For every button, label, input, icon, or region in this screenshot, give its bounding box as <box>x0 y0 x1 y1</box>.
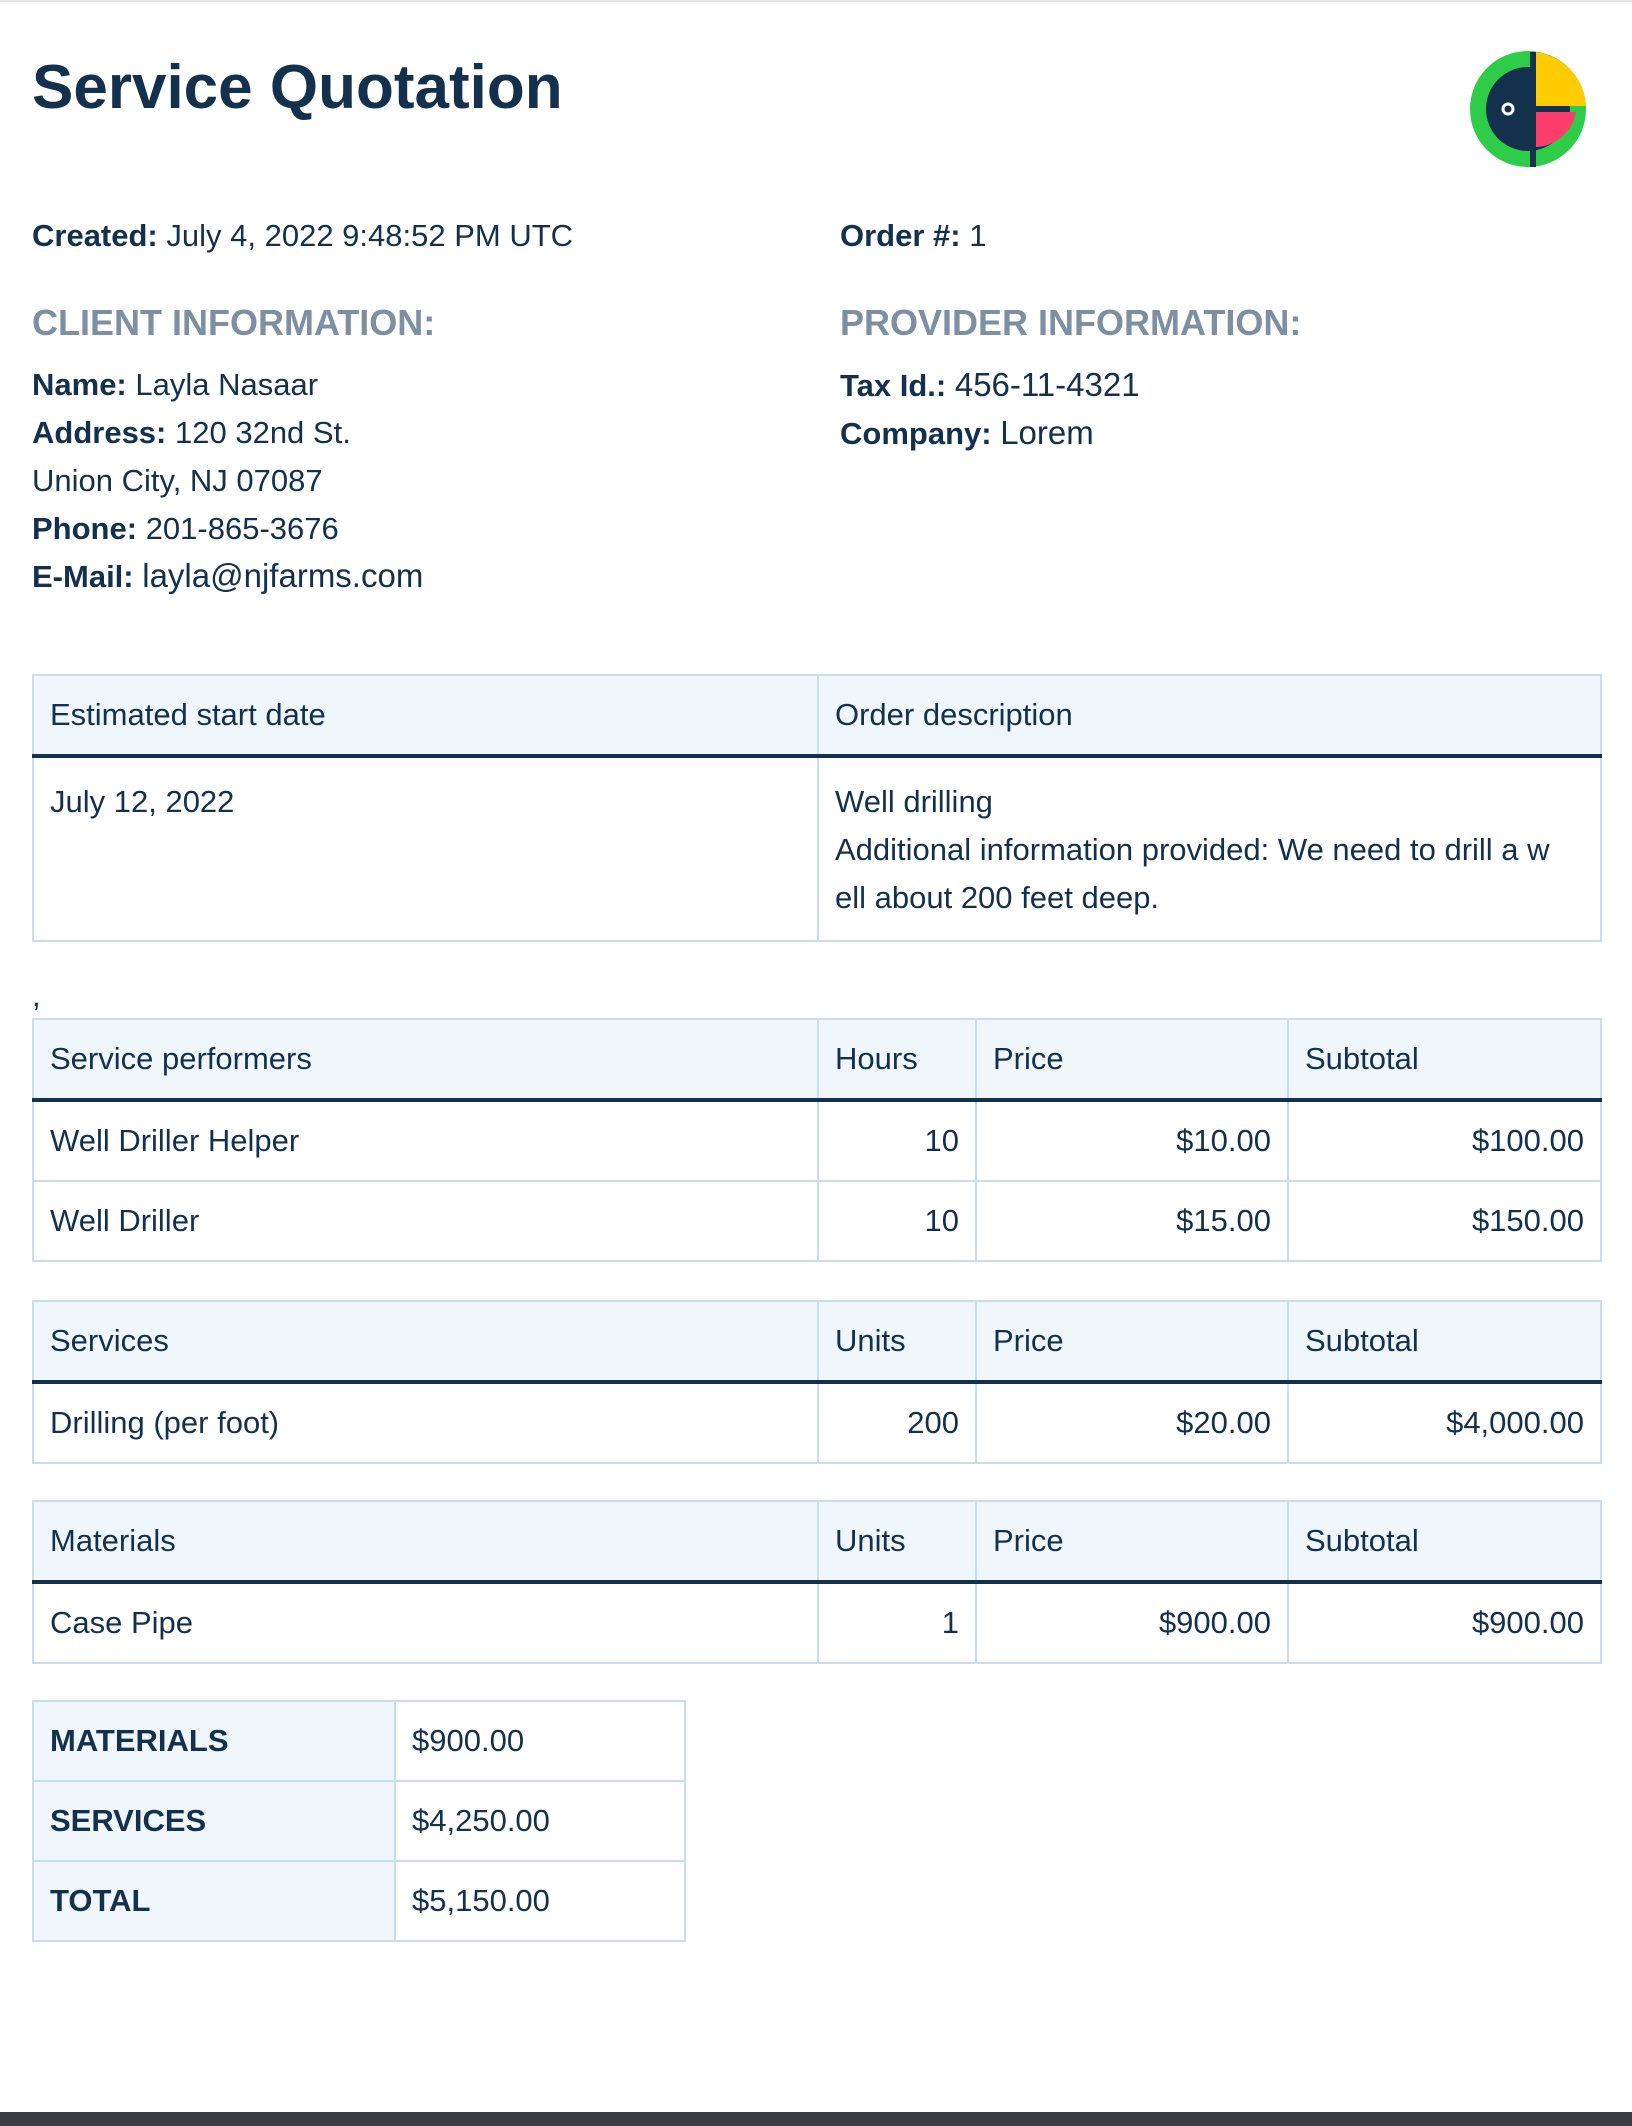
grand-total-label: TOTAL <box>33 1861 395 1941</box>
client-address-line <box>32 415 351 451</box>
col-units: Units <box>818 1301 976 1382</box>
created-label: Created: <box>32 218 158 253</box>
table-row <box>33 1100 1601 1181</box>
service-name: Drilling (per foot) <box>33 1382 818 1463</box>
client-name-value: Layla Nasaar <box>135 367 319 402</box>
col-estimated-start-date: Estimated start date <box>33 675 818 756</box>
order-description-line1: Additional information provided: We need to drill a w <box>835 832 1550 867</box>
provider-company-label: Company: <box>840 416 992 451</box>
col-subtotal: Subtotal <box>1288 1019 1601 1100</box>
services-header <box>33 1301 1601 1382</box>
order-table-header <box>33 675 1601 756</box>
client-name-label: Name: <box>32 367 127 402</box>
material-units: 1 <box>818 1582 976 1663</box>
materials-header <box>33 1501 1601 1582</box>
materials-table <box>32 1500 1602 1664</box>
client-phone-value: 201-865-3676 <box>145 511 339 546</box>
order-table <box>32 674 1602 942</box>
table-row <box>33 756 1601 941</box>
company-logo <box>1468 50 1586 168</box>
provider-company-value: Lorem <box>1000 414 1094 451</box>
client-email-value: layla@njfarms.com <box>142 557 424 594</box>
client-name-line <box>32 367 318 403</box>
services-table <box>32 1300 1602 1464</box>
provider-taxid-line <box>840 366 1140 404</box>
created-value: July 4, 2022 9:48:52 PM UTC <box>166 218 574 253</box>
col-materials: Materials <box>33 1501 818 1582</box>
totals-row-services <box>33 1781 685 1861</box>
start-date-value: July 12, 2022 <box>50 784 235 819</box>
col-subtotal: Subtotal <box>1288 1301 1601 1382</box>
col-price: Price <box>976 1501 1288 1582</box>
table-row <box>33 1181 1601 1261</box>
performer-name: Well Driller <box>33 1181 818 1261</box>
performers-header <box>33 1019 1601 1100</box>
order-number-label: Order #: <box>840 218 961 253</box>
client-phone-line <box>32 511 339 547</box>
performer-hours: 10 <box>818 1181 976 1261</box>
bottom-border <box>0 2112 1632 2126</box>
totals-table <box>32 1700 686 1942</box>
client-email-line <box>32 557 423 595</box>
created-line <box>32 218 573 254</box>
client-email-label: E-Mail: <box>32 559 134 594</box>
order-description-cell <box>818 756 1601 941</box>
material-name: Case Pipe <box>33 1582 818 1663</box>
performer-subtotal: $150.00 <box>1288 1181 1601 1261</box>
services-total-label: SERVICES <box>33 1781 395 1861</box>
order-number-value: 1 <box>969 218 987 253</box>
totals-row-grand-total <box>33 1861 685 1941</box>
col-hours: Hours <box>818 1019 976 1100</box>
col-subtotal: Subtotal <box>1288 1501 1601 1582</box>
order-number-line <box>840 218 986 254</box>
client-phone-label: Phone: <box>32 511 138 546</box>
table-row <box>33 1382 1601 1463</box>
material-subtotal: $900.00 <box>1288 1582 1601 1663</box>
service-price: $20.00 <box>976 1382 1288 1463</box>
table-row <box>33 1582 1601 1663</box>
client-address-line2: Union City, NJ 07087 <box>32 463 323 498</box>
order-description-title: Well drilling <box>835 784 993 819</box>
page-title: Service Quotation <box>32 53 563 122</box>
col-price: Price <box>976 1301 1288 1382</box>
service-subtotal: $4,000.00 <box>1288 1382 1601 1463</box>
performer-price: $10.00 <box>976 1100 1288 1181</box>
grand-total-value: $5,150.00 <box>395 1861 685 1941</box>
col-service-performers: Service performers <box>33 1019 818 1100</box>
col-units: Units <box>818 1501 976 1582</box>
separator-text: , <box>32 978 41 1013</box>
totals-row-materials <box>33 1701 685 1781</box>
client-info-heading: CLIENT INFORMATION: <box>32 302 436 343</box>
provider-company-line <box>840 414 1094 452</box>
performer-hours: 10 <box>818 1100 976 1181</box>
services-total-value: $4,250.00 <box>395 1781 685 1861</box>
service-performers-table <box>32 1018 1602 1262</box>
col-price: Price <box>976 1019 1288 1100</box>
provider-taxid-label: Tax Id.: <box>840 368 947 403</box>
provider-taxid-value: 456-11-4321 <box>954 366 1140 403</box>
col-order-description: Order description <box>818 675 1601 756</box>
start-date-cell <box>33 756 818 941</box>
materials-total-label: MATERIALS <box>33 1701 395 1781</box>
provider-info-heading: PROVIDER INFORMATION: <box>840 302 1302 343</box>
material-price: $900.00 <box>976 1582 1288 1663</box>
performer-name: Well Driller Helper <box>33 1100 818 1181</box>
top-border <box>0 0 1632 2</box>
col-services: Services <box>33 1301 818 1382</box>
service-units: 200 <box>818 1382 976 1463</box>
materials-total-value: $900.00 <box>395 1701 685 1781</box>
client-address-value: 120 32nd St. <box>175 415 351 450</box>
performer-subtotal: $100.00 <box>1288 1100 1601 1181</box>
performer-price: $15.00 <box>976 1181 1288 1261</box>
order-description-line2: ell about 200 feet deep. <box>835 880 1160 915</box>
client-address-label: Address: <box>32 415 167 450</box>
